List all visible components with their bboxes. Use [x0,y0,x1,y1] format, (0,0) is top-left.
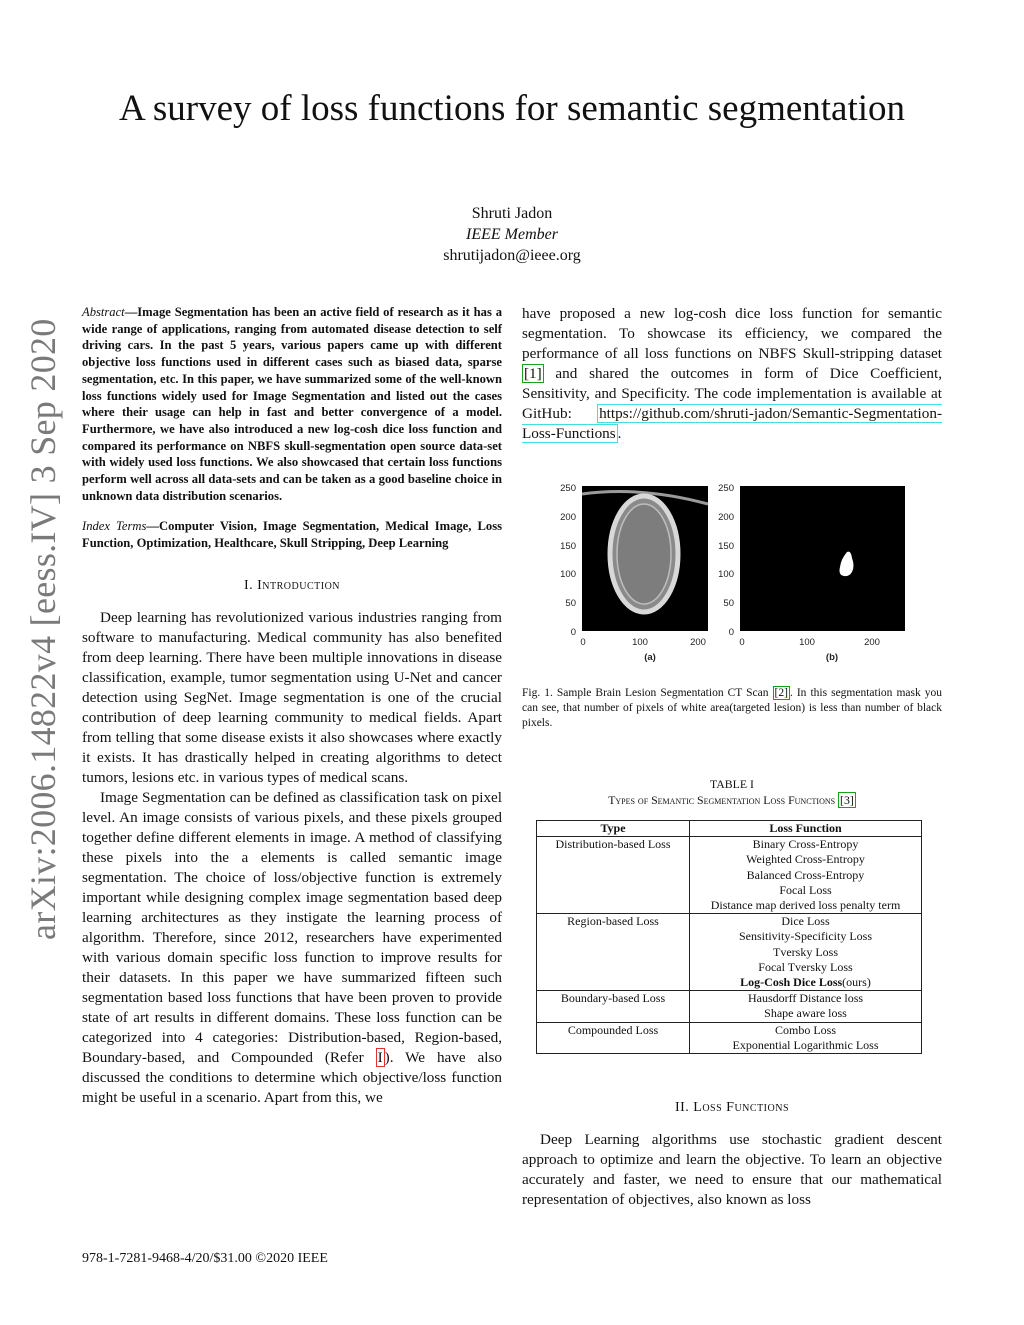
x-tick-label: 100 [632,637,648,648]
figure-caption-end: . In this segmentation mask you can see, that number of pixels of white area(targeted lesion) is less than number of black pixels. [522,687,943,729]
header-type: Type [537,821,690,837]
loss-item: Sensitivity-Specificity Loss [739,929,872,944]
y-tick-label: 250 [560,483,576,494]
loss-cell [690,1022,922,1053]
y-tick-label: 150 [560,541,576,552]
section-heading-introduction [82,576,502,596]
loss-item: Binary Cross-Entropy [752,837,859,852]
intro-paragraph-2-end: ). We have also discussed the conditions to determine which objective/loss function might be useful in a scenario. Apart from this, we [82,1048,503,1106]
citation-1-link[interactable]: [1] [524,365,542,382]
section-title: Introduction [257,577,341,593]
table-row [537,1022,922,1053]
figure-caption [522,686,942,731]
index-terms-label: Index Terms [82,519,147,534]
left-column [82,304,502,1108]
loss-item: Dice Loss [781,914,830,929]
intro-paragraph-3-end: . [617,425,622,442]
proposed-loss-name: Log-Cosh Dice Loss [740,975,843,990]
segmentation-mask-image [740,486,905,631]
type-cell: Region-based Loss [537,914,690,991]
intro-paragraph-3-mid: and shared the outcomes in form of Dice Coefficient, Sensitivity, and Specificity. The code implementation is available at GitHub: [522,365,942,422]
header-loss-function: Loss Function [690,821,922,837]
x-tick-label: 200 [690,637,706,648]
section-heading-loss-functions [522,1098,942,1118]
loss-item: Balanced Cross-Entropy [746,867,865,882]
figure-1 [522,476,942,666]
github-link[interactable]: https://github.com/shruti-jadon/Semantic-Segmentation-Loss-Functions [522,405,942,442]
section-number: I. [243,577,258,593]
author-name: Shruti Jadon [471,205,553,222]
intro-paragraph-1: Deep learning has revolutionized various industries ranging from software to manufacturing. Medical community has also benefited from deep learning. There have been multiple innovations in disease classification, example, tumor segmentation using U-Net and cancer detection using SegNet. Image segmentation is one of the crucial contribution of deep learning community to medical fields. Apart from telling that some disease exists it also showcases where exactly it exists. It has drastically helped in creating algorithms to detect tumors, lesions etc. in various types of medical scans. [82,608,502,786]
abstract [82,304,502,504]
copyright-footer: 978-1-7281-9468-4/20/$31.00 ©2020 IEEE [82,1251,328,1266]
table-reference-link[interactable]: I [377,1048,383,1066]
table-title [522,792,942,808]
y-tick-label: 150 [718,541,734,552]
author-email: shrutijadon@ieee.org [443,247,581,264]
table-caption [522,776,942,808]
section-title: Loss Functions [693,1100,790,1115]
y-tick-label: 200 [560,512,576,523]
author-block [0,203,1024,266]
intro-paragraph-3 [522,304,942,444]
index-terms-text: —Computer Vision, Image Segmentation, Medical Image, Loss Function, Optimization, Healthcare, Skull Stripping, Deep Learning [82,519,503,551]
y-tick-label: 100 [560,569,576,580]
loss-functions-paragraph-1: Deep Learning algorithms use stochastic gradient descent approach to optimize and learn the objective. To learn an objective accurately and faster, we need to ensure that our mathematical representation of objectives, also known as loss [522,1131,942,1208]
loss-item: Combo Loss [774,1022,836,1037]
y-tick-label: 100 [718,569,734,580]
proposed-loss-suffix: (ours) [842,975,871,990]
intro-paragraph-2-text: Image Segmentation can be defined as classification task on pixel level. An image consists of various pixels, and these pixels grouped together define different elements in image. A method of classifying these pixels into the a elements is called semantic image segmentation. The choice of loss/objective function is extremely important while designing complex image segmentation based deep learning architectures as they instigate the learning process of algorithm. Therefore, since 2012, researchers have experimented with various domain specific loss function to improve results for their datasets. In this paper we have summarized fifteen such segmentation based loss functions that have been proven to provide state of art results in different domains. These loss function can be categorized into 4 categories: Distribution-based, Region-based, Boundary-based, and Compounded (Refer [82,788,502,1066]
table-title-text: Types of Semantic Segmentation Loss Functions [608,793,839,807]
abstract-text: —Image Segmentation has been an active field of research as it has a wide range of applications, ranging from automated disease detection to self driving cars. In the past 5 years, various papers came up with different objective loss functions used in different cases such as biased data, sparse segmentation, etc. In this paper, we have summarized some of the well-known loss functions widely used for Image Segmentation and listed out the cases where their usage can help in fast and better convergence of a model. Furthermore, we have also introduced a new log-cosh dice loss function and compared its performance on NBFS skull-segmentation open source data-set with widely used loss functions. We also showcased that certain loss functions perform well across all data-sets and can be taken as a good baseline choice in unknown data distribution scenarios. [82,305,502,503]
abstract-label: Abstract [82,305,125,319]
table-row [537,991,922,1022]
intro-paragraph-2 [82,788,502,1108]
section-2 [522,1098,942,1210]
paper-title: A survey of loss functions for semantic segmentation [118,88,906,129]
brain-shape [617,504,671,604]
table-row [537,837,922,914]
loss-cell [690,837,922,914]
loss-item: Shape aware loss [764,1006,847,1021]
type-cell: Compounded Loss [537,1022,690,1053]
loss-cell [690,914,922,991]
y-tick-label: 200 [718,512,734,523]
loss-function-table [536,820,922,1054]
citation-2-link[interactable]: [2] [774,687,788,699]
y-tick-label: 50 [723,598,734,609]
x-tick-label: 0 [580,637,586,648]
panel-label-a: (a) [644,652,656,663]
loss-item: Exponential Logarithmic Loss [732,1037,879,1052]
x-tick-label: 200 [864,637,880,648]
section-number: II. [674,1100,694,1115]
table-label: TABLE I [710,777,754,791]
loss-item: Tversky Loss [773,944,838,959]
type-cell: Boundary-based Loss [537,991,690,1022]
author-membership: IEEE Member [466,226,558,243]
y-tick-label: 50 [565,598,576,609]
y-tick-label: 250 [718,483,734,494]
loss-item: Distance map derived loss penalty term [710,898,901,913]
loss-item: Weighted Cross-Entropy [746,852,865,867]
intro-paragraph-3-text: have proposed a new log-cosh dice loss function for semantic segmentation. To showcase its efficiency, we compared the performance of all loss functions on NBFS Skull-stripping dataset [522,305,942,362]
x-tick-label: 100 [799,637,815,648]
table-header-row [537,821,922,837]
loss-item: Hausdorff Distance loss [747,991,864,1006]
loss-item-proposed [693,975,918,990]
figure-caption-text: Fig. 1. Sample Brain Lesion Segmentation CT Scan [522,687,773,699]
arxiv-watermark: arXiv:2006.14822v4 [eess.IV] 3 Sep 2020 [23,318,63,940]
panel-label-b: (b) [825,652,839,663]
loss-cell [690,991,922,1022]
index-terms [82,518,502,551]
y-tick-label: 0 [728,627,734,638]
table-row [537,914,922,991]
type-cell: Distribution-based Loss [537,837,690,914]
x-tick-label: 0 [739,637,745,648]
loss-item: Focal Loss [779,882,832,897]
y-tick-label: 0 [570,627,576,638]
citation-3-link[interactable]: [3] [840,793,854,807]
right-column [522,304,942,444]
loss-item: Focal Tversky Loss [758,959,853,974]
